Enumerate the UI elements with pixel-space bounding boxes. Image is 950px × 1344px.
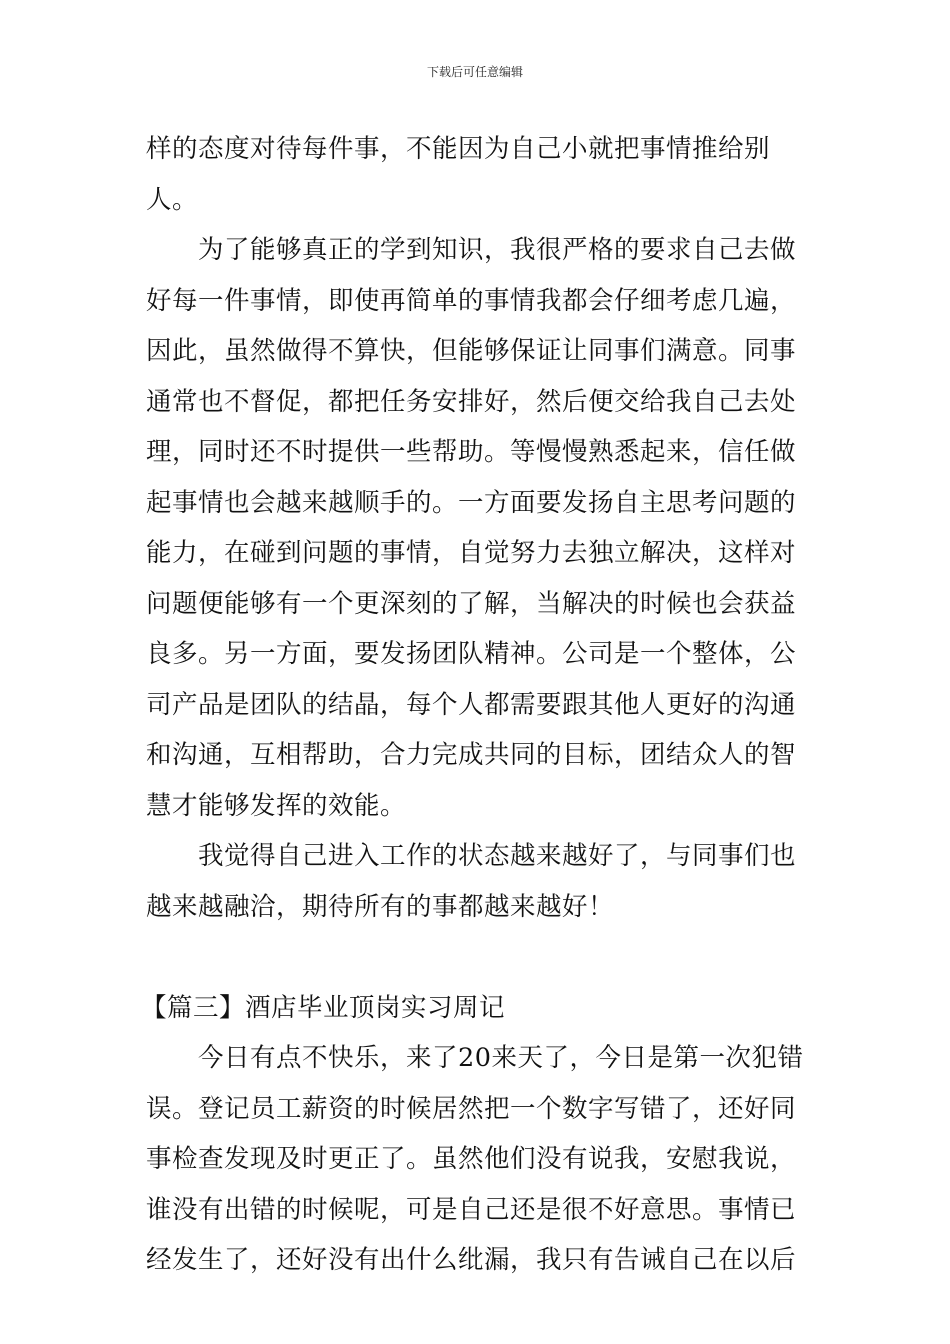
paragraph-2: 为了能够真正的学到知识，我很严格的要求自己去做好每一件事情，即使再简单的事情我都会仔细考虑几遍，因此，虽然做得不算快，但能够保证让同事们满意。同事通常也不督促，都把任务安排好，然后便交给我自己去处理，同时还不时提供一些帮助。等慢慢熟悉起来，信任做起事情也会越来越顺手的。一方面要发扬自主思考问题的能力，在碰到问题的事情，自觉努力去独立解决，这样对问题便能够有一个更深刻的了解，当解决的时候也会获益良多。另一方面，要发扬团队精神。公司是一个整体，公司产品是团队的结晶，每个人都需要跟其他人更好的沟通和沟通，互相帮助，合力完成共同的目标，团结众人的智慧才能够发挥的效能。 bbox=[146, 235, 797, 821]
paragraph-3: 我觉得自己进入工作的状态越来越好了，与同事们也越来越融洽，期待所有的事都越来越好！ bbox=[146, 841, 797, 922]
page-header: 下载后可任意编辑 bbox=[426, 65, 523, 79]
paragraph-4: 今日有点不快乐，来了20来天了，今日是第一次犯错误。登记员工薪资的时候居然把一个数字写错了，还好同事检查发现及时更正了。虽然他们没有说我，安慰我说，谁没有出错的时候呢，可是自己还是很不好意思。事情已经发生了，还好没有出什么纰漏，我只有告诫自己在以后 bbox=[146, 1043, 804, 1275]
document-body bbox=[141, 124, 808, 1286]
section-heading: 【篇三】酒店毕业顶岗实习周记 bbox=[141, 992, 506, 1023]
paragraph-1: 样的态度对待每件事，不能因为自己小就把事情推给别人。 bbox=[146, 134, 771, 215]
blank-line bbox=[146, 932, 808, 983]
